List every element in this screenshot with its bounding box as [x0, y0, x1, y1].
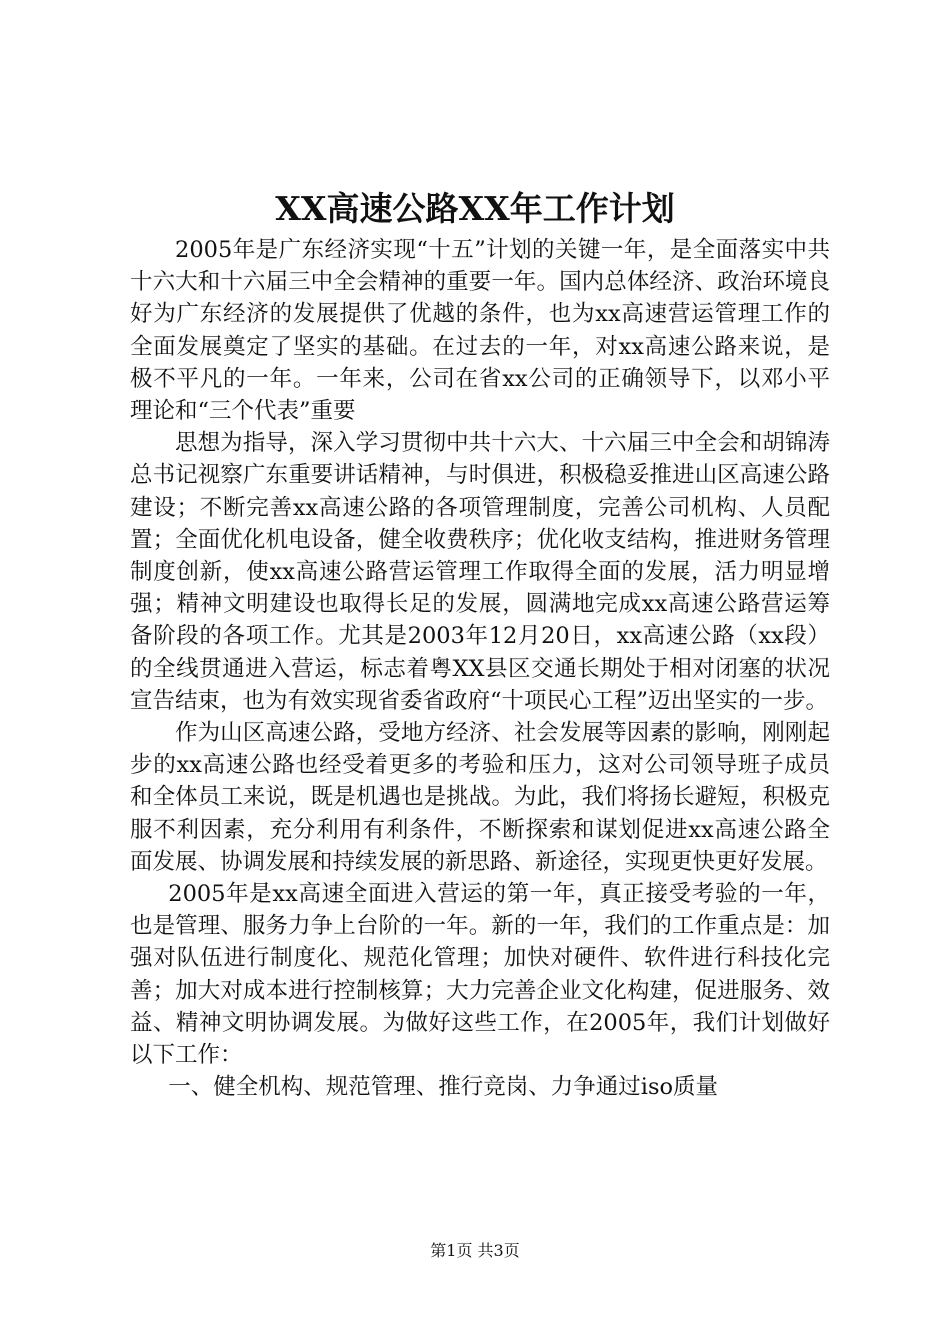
page-number: 第1页 共3页	[430, 1241, 520, 1260]
paragraph: 一、健全机构、规范管理、推行竞岗、力争通过iso质量	[168, 1074, 719, 1101]
paragraph: 2005年是xx高速全面进入营运的第一年，真正接受考验的一年，也是管理、服务力争上台阶的一年。新的一年，我们的工作重点是：加强对队伍进行制度化、规范化管理；加快对硬件、软件进行科技化完善；加大对成本进行控制核算；大力完善企业文化构建，促进服务、效益、精神文明协调发展。为做好这些工作，在2005年，我们计划做好以下工作：	[130, 881, 830, 1069]
paragraph: 作为山区高速公路，受地方经济、社会发展等因素的影响，刚刚起步的xx高速公路也经受着更多的考验和压力，这对公司领导班子成员和全体员工来说，既是机遇也是挑战。为此，我们将扬长避短，积极克服不利因素，充分利用有利条件，不断探索和谋划促进xx高速公路全面发展、协调发展和持续发展的新思路、新途径，实现更快更好发展。	[130, 720, 830, 875]
document-title: XX高速公路XX年工作计划	[275, 189, 675, 228]
document-body	[130, 234, 830, 1103]
paragraph: 思想为指导，深入学习贯彻中共十六大、十六届三中全会和胡锦涛总书记视察广东重要讲话精神，与时俱进，积极稳妥推进山区高速公路建设；不断完善xx高速公路的各项管理制度，完善公司机构、人员配置；全面优化机电设备，健全收费秩序；优化收支结构，推进财务管理制度创新，使xx高速公路营运管理工作取得全面的发展，活力明显增强；精神文明建设也取得长足的发展，圆满地完成xx高速公路营运筹备阶段的各项工作。尤其是2003年12月20日，xx高速公路（xx段）的全线贯通进入营运，标志着粤XX县区交通长期处于相对闭塞的状况宣告结束，也为有效实现省委省政府“十项民心工程”迈出坚实的一步。	[130, 430, 830, 714]
paragraph: 2005年是广东经济实现“十五”计划的关键一年，是全面落实中共十六大和十六届三中全会精神的重要一年。国内总体经济、政治环境良好为广东经济的发展提供了优越的条件，也为xx高速营运管理工作的全面发展奠定了坚实的基础。在过去的一年，对xx高速公路来说，是极不平凡的一年。一年来，公司在省xx公司的正确领导下，以邓小平理论和“三个代表”重要	[130, 237, 830, 425]
